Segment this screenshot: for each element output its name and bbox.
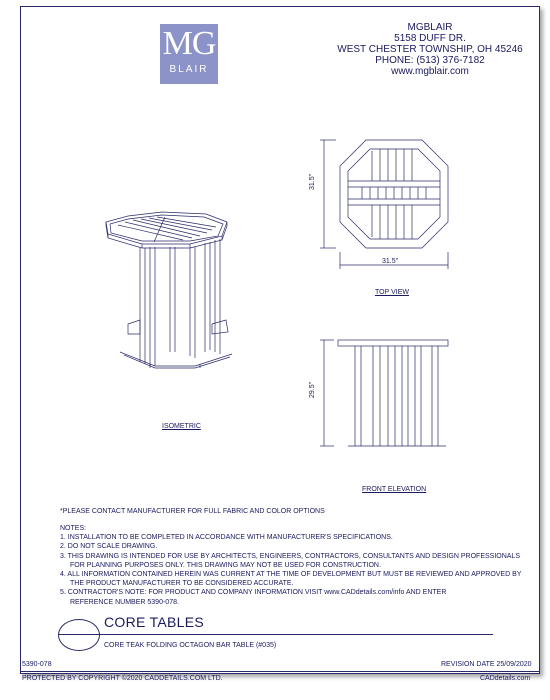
- note-line: FOR PLANNING PURPOSES ONLY. THIS DRAWING MAY NOT BE USED FOR CONSTRUCTION.: [70, 561, 381, 569]
- logo-blair-text: BLAIR: [169, 64, 209, 75]
- company-phone: PHONE: (513) 376-7182: [375, 55, 485, 66]
- front-elevation-label: FRONT ELEVATION: [362, 486, 427, 493]
- note-line: THE PRODUCT MANUFACTURER TO BE CONSIDERED ACCURATE.: [70, 580, 294, 588]
- copyright-notice: PROTECTED BY COPYRIGHT ©2020 CADDETAILS.COM LTD.: [22, 675, 223, 682]
- isometric-view-drawing: [106, 212, 232, 368]
- notes-block: [60, 524, 521, 607]
- top-view-drawing: [320, 140, 448, 269]
- title-block-title: CORE TABLES: [104, 614, 205, 630]
- front-elevation-drawing: [320, 340, 448, 446]
- title-block-divider: [98, 634, 493, 635]
- note-line: 3. THIS DRAWING IS INTENDED FOR USE BY ARCHITECTS, ENGINEERS, CONTRACTORS, CONSULTANTS AND DESIGN PROFESSIONALS: [60, 552, 520, 560]
- height-dimension: 29.5": [309, 381, 316, 398]
- top-width-dimension: 31.5": [382, 258, 399, 265]
- reference-number: 5390-078: [22, 661, 52, 668]
- company-website[interactable]: www.mgblair.com: [391, 66, 469, 77]
- title-block-circle-divider: [58, 634, 98, 635]
- top-view-label: TOP VIEW: [375, 289, 409, 296]
- company-name: MGBLAIR: [407, 22, 453, 33]
- note-line: 5. CONTRACTOR'S NOTE: FOR PRODUCT AND COMPANY INFORMATION VISIT www.CADdetails.com/info AND ENTER: [60, 589, 447, 597]
- note-line: 2. DO NOT SCALE DRAWING.: [60, 543, 158, 551]
- top-depth-dimension: 31.5": [309, 173, 316, 190]
- company-street: 5158 DUFF DR.: [394, 33, 466, 44]
- title-block-circle: [58, 619, 100, 651]
- title-block-subtitle: CORE TEAK FOLDING OCTAGON BAR TABLE (#035): [104, 642, 277, 649]
- caddetails-link[interactable]: CADdetails.com: [480, 675, 531, 682]
- revision-date: REVISION DATE 25/09/2020: [441, 661, 532, 668]
- note-line: REFERENCE NUMBER 5390-078.: [70, 598, 179, 606]
- company-city: WEST CHESTER TOWNSHIP, OH 45246: [337, 44, 523, 55]
- notes-heading: NOTES:: [60, 525, 87, 532]
- logo-mg-text: MG: [162, 25, 216, 62]
- note-line: 4. ALL INFORMATION CONTAINED HEREIN WAS CURRENT AT THE TIME OF DEVELOPMENT BUT MUST BE REVIEWED AND APPROVED BY: [60, 571, 522, 579]
- note-line: 1. INSTALLATION TO BE COMPLETED IN ACCORDANCE WITH MANUFACTURER'S SPECIFICATIONS.: [60, 534, 393, 542]
- contact-manufacturer-note: *PLEASE CONTACT MANUFACTURER FOR FULL FABRIC AND COLOR OPTIONS: [60, 508, 325, 515]
- isometric-label: ISOMETRIC: [162, 423, 201, 430]
- footer-divider: [20, 671, 539, 672]
